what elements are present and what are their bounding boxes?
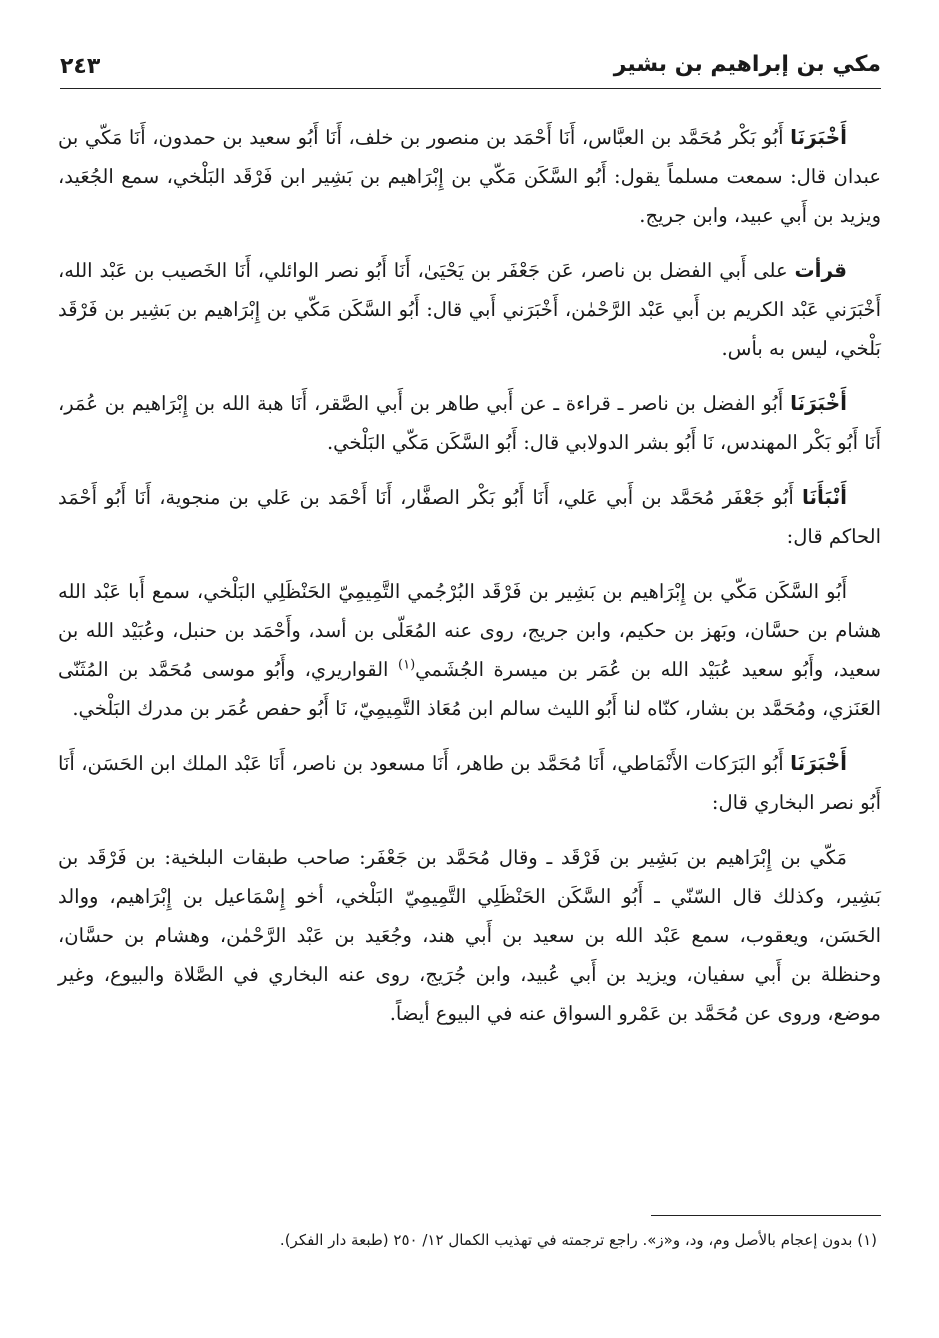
main-text [58,118,881,1049]
paragraph-2 [58,251,881,368]
paragraph-text: أَبُو البَرَكات الأَنْمَاطي، أَنَا مُحَمَّد بن طاهر، أَنَا مسعود بن ناصر، أَنَا عَبْد الملك ابن الحَسَن، أَنَا أَبُو نصر البخاري قال: [58,752,881,814]
paragraph-4 [58,478,881,556]
paragraph-text: مَكّي بن إِبْرَاهيم بن بَشِير بن فَرْقَد ـ وقال مُحَمَّد بن جَعْفَر: صاحب طبقات البلخية: بن فَرْقَد بن بَشِير، وكذلك قال السّنّي ـ أَبُو السَّكَن الحَنْظَلِي التَّمِيمِيّ البَلْخي، أخو إِسْمَاعيل بن إِبْرَاهيم، ووالد الحَسَن، ويعقوب، سمع عَبْد الله بن سعيد بن أَبي هند، وجُعَيد بن عَبْد الرَّحْمٰن، وهشام بن حسَّان، وحنظلة بن أَبي سفيان، ويزيد بن أَبي عُبيد، وابن جُرَيج، روى عنه البخاري في الصَّلاة والبيوع، وغير موضع، وروى عن مُحَمَّد بن عَمْرو السواق عنه في البيوع أيضاً. [58,846,881,1025]
footnote-separator [651,1215,881,1216]
paragraph-7 [58,838,881,1033]
running-title: مكي بن إبراهيم بن بشير [613,52,881,77]
paragraph-lead: أَخْبَرَنَا [790,751,847,775]
paragraph-text-continued: القواريري، وأَبُو موسى مُحَمَّد بن المُثَنّى العَنَزي، ومُحَمَّد بن بشار، كنّاه لنا أَبُو الليث سالم ابن مُعَاذ التَّمِيمِيّ، نَا أَبُو حفص عُمَر بن مدرك البَلْخي. [58,658,881,720]
page-number: ٢٤٣ [60,54,101,79]
paragraph-lead: أَنْبَأَنَا [801,485,848,509]
footnote [58,1226,877,1254]
paragraph-text: أَبُو السَّكَن مَكّي بن إِبْرَاهيم بن بَشِير بن فَرْقَد البُرْجُمي التَّمِيمِيّ الحَنْظَلِي البَلْخي، سمع أَبا عَبْد الله هشام بن حسَّان، وبَهز بن حكيم، وابن جريج، روى عنه المُعَلّى بن أسد، وأَحْمَد بن حنبل، وعُبَيْد الله بن سعيد، وأَبُو سعيد عُبَيْد الله بن عُمَر بن ميسرة الجُشَمي [58,580,881,681]
paragraph-text: أَبُو بَكْر مُحَمَّد بن العبَّاس، أَنَا أَحْمَد بن منصور بن خلف، أَنَا أَبُو سعيد بن حمدون، أَنَا مَكّي بن عبدان قال: سمعت مسلماً يقول: أَبُو السَّكَن مَكّي بن إِبْرَاهيم بن بَشِير ابن فَرْقَد البَلْخي، سمع الجُعَيد، ويزيد بن أَبي عبيد، وابن جريج. [58,126,881,227]
paragraph-3 [58,384,881,462]
footnote-mark: (١) [857,1231,877,1249]
paragraph-text: على أَبي الفضل بن ناصر، عَن جَعْفَر بن يَحْيَىٰ، أَنَا أَبُو نصر الوائلي، أَنَا الخَصيب بن عَبْد الله، أَخْبَرَني عَبْد الكريم بن أَبي عَبْد الرَّحْمٰن، أَخْبَرَني أَبي قال: أَبُو السَّكَن مَكّي بن إِبْرَاهيم بن بَشِير بن فَرْقَد بَلْخي، ليس به بأس. [58,259,881,360]
paragraph-lead: أَخْبَرَنَا [790,125,847,149]
paragraph-lead: أَخْبَرَنَا [790,391,847,415]
paragraph-1 [58,118,881,235]
paragraph-5 [58,572,881,728]
running-header [60,48,881,89]
footnote-reference[interactable]: (١) [398,657,416,673]
paragraph-6 [58,744,881,822]
paragraph-lead: قرأت [794,258,847,282]
paragraph-text: أَبُو الفضل بن ناصر ـ قراءة ـ عن أَبي طاهر بن أَبي الصَّقر، أَنَا هبة الله بن إِبْرَاهيم بن عُمَر، أَنَا أَبُو بَكْر المهندس، نَا أَبُو بشر الدولابي قال: أَبُو السَّكَن مَكّي البَلْخي. [58,392,881,454]
footnote-text: بدون إعجام بالأصل وم، ود، و«ز». راجع ترجمته في تهذيب الكمال ١٢/ ٢٥٠ (طبعة دار الفكر). [279,1231,853,1249]
paragraph-text: أَبُو جَعْفَر مُحَمَّد بن أَبي عَلي، أَنَا أَبُو بَكْر الصفَّار، أَنَا أَحْمَد بن عَلي بن منجوية، أَنَا أَبُو أَحْمَد الحاكم قال: [58,486,881,548]
